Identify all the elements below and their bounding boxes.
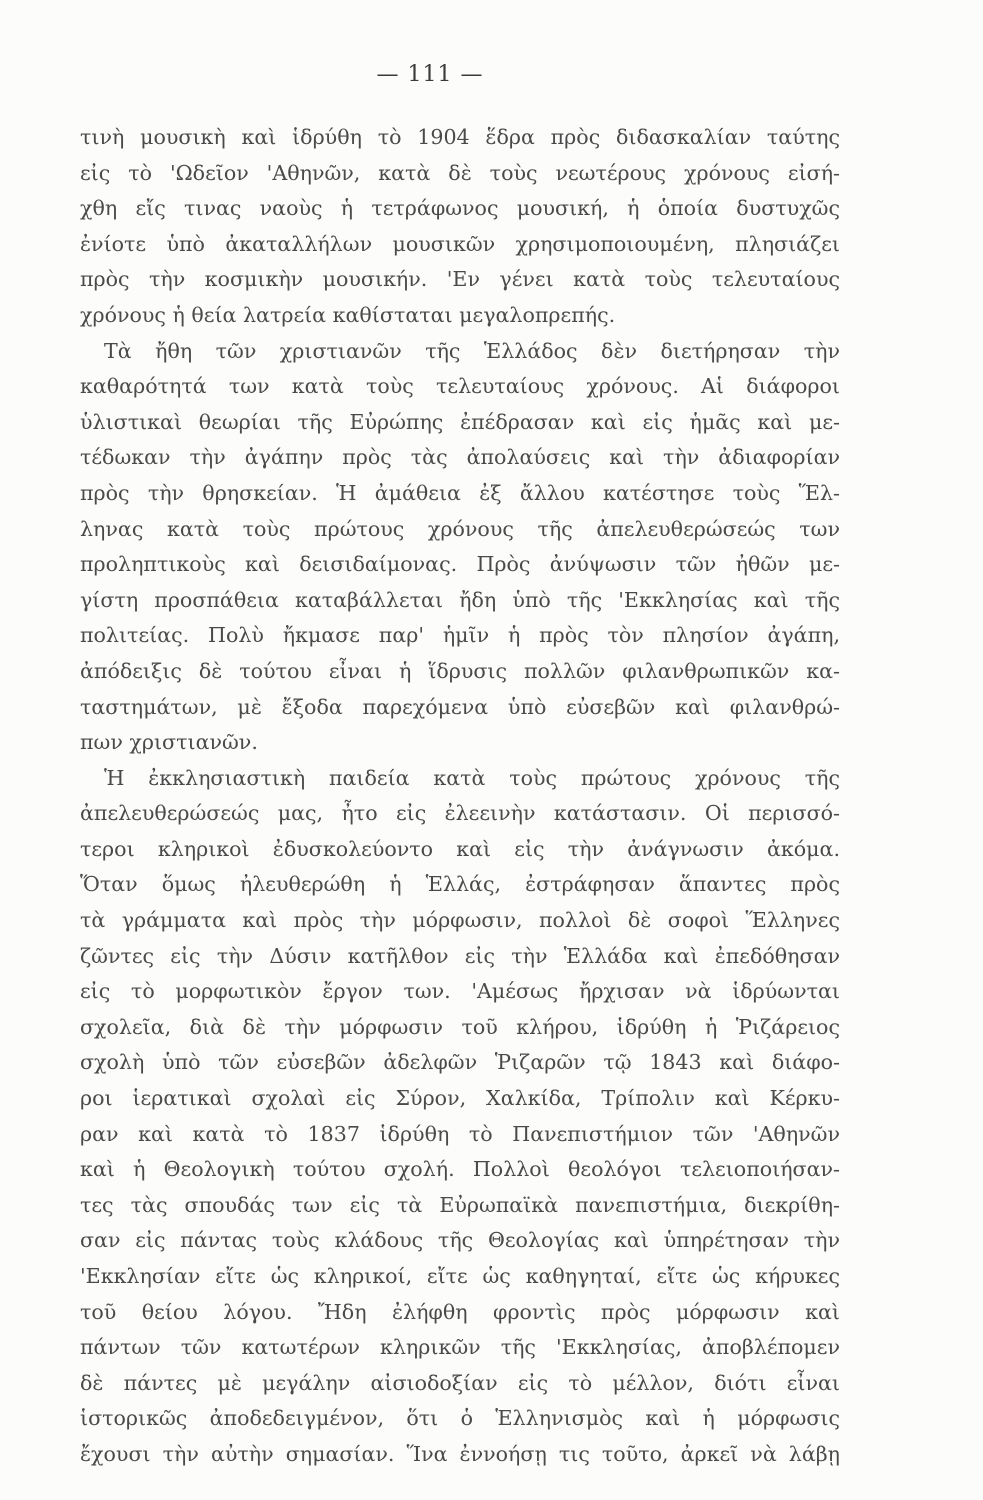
text-line: δὲ πάντες μὲ μεγάλην αἰσιοδοξίαν εἰς τὸ μέλλον, διότι εἶναι [80,1370,840,1395]
text-line: πρὸς τὴν κοσμικὴν μουσικήν. 'Εν γένει κατὰ τοὺς τελευταίους [80,267,840,292]
text-line: προληπτικοὺς καὶ δεισιδαίμονας. Πρὸς ἀνύψωσιν τῶν ἠθῶν με- [80,552,840,577]
text-line: εἰς τὸ μορφωτικὸν ἔργον των. 'Αμέσως ἤρχισαν νὰ ἱδρύωνται [80,979,840,1004]
text-line: πολιτείας. Πολὺ ἤκμασε παρ' ἡμῖν ἡ πρὸς τὸν πλησίον ἀγάπη, [80,623,840,648]
text-line: τεροι κληρικοὶ ἐδυσκολεύοντο καὶ εἰς τὴν ἀνάγνωσιν ἀκόμα. [80,836,840,861]
text-line: καὶ ἡ Θεολογικὴ τούτου σχολή. Πολλοὶ θεολόγοι τελειοποιήσαν- [80,1157,840,1182]
text-line: ἐνίοτε ὑπὸ ἀκαταλλήλων μουσικῶν χρησιμοποιουμένη, πλησιάζει [80,231,840,256]
text-line: πων χριστιανῶν. [80,730,258,755]
text-line: καθαρότητά των κατὰ τοὺς τελευταίους χρόνους. Αἱ διάφοροι [80,374,840,399]
text-line: τινὴ μουσικὴ καὶ ἱδρύθη τὸ 1904 ἕδρα πρὸς διδασκαλίαν ταύτης [80,125,840,149]
body-text [80,120,840,1473]
text-line: τες τὰς σπουδάς των εἰς τὰ Εὐρωπαϊκὰ πανεπιστήμια, διεκρίθη- [80,1192,840,1217]
text-line: σχολὴ ὑπὸ τῶν εὐσεβῶν ἀδελφῶν Ῥιζαρῶν τῷ 1843 καὶ διάφο- [80,1050,840,1075]
text-line: ἀπελευθερώσεώς μας, ἦτο εἰς ἐλεεινὴν κατάστασιν. Οἱ περισσό- [80,801,840,826]
text-line: ταστημάτων, μὲ ἔξοδα παρεχόμενα ὑπὸ εὐσεβῶν καὶ φιλανθρώ- [80,694,840,719]
text-line: Ὅταν ὅμως ἠλευθερώθη ἡ Ἑλλάς, ἐστράφησαν ἅπαντες πρὸς [80,872,840,897]
text-line: Τὰ ἤθη τῶν χριστιανῶν τῆς Ἑλλάδος δὲν διετήρησαν τὴν [104,338,840,363]
text-line: ζῶντες εἰς τὴν Δύσιν κατῆλθον εἰς τὴν Ἑλλάδα καὶ ἐπεδόθησαν [80,943,840,968]
text-line: πάντων τῶν κατωτέρων κληρικῶν τῆς 'Εκκλησίας, ἀποβλέπομεν [80,1335,840,1360]
text-line: ληνας κατὰ τοὺς πρώτους χρόνους τῆς ἀπελευθερώσεώς των [80,516,840,541]
text-line: σαν εἰς πάντας τοὺς κλάδους τῆς Θεολογίας καὶ ὑπηρέτησαν τὴν [80,1228,840,1253]
page-number: — 111 — [376,62,484,87]
text-line: 'Εκκλησίαν εἴτε ὡς κληρικοί, εἴτε ὡς καθηγηταί, εἴτε ὡς κήρυκες [80,1264,840,1288]
text-line: ὑλιστικαὶ θεωρίαι τῆς Εὐρώπης ἐπέδρασαν καὶ εἰς ἡμᾶς καὶ με- [80,409,840,434]
text-line: γίστη προσπάθεια καταβάλλεται ἤδη ὑπὸ τῆς 'Εκκλησίας καὶ τῆς [80,587,840,612]
text-line: τοῦ θείου λόγου. Ἤδη ἐλήφθη φροντὶς πρὸς μόρφωσιν καὶ [80,1299,840,1324]
text-line: ἔχουσι τὴν αὐτὴν σημασίαν. Ἵνα ἐννοήσῃ τις τοῦτο, ἀρκεῖ νὰ λάβῃ [80,1441,840,1466]
text-line: πρὸς τὴν θρησκείαν. Ἡ ἀμάθεια ἐξ ἄλλου κατέστησε τοὺς Ἕλ- [80,480,840,505]
text-line: χρόνους ἡ θεία λατρεία καθίσταται μεγαλοπρεπής. [80,302,616,327]
text-line: εἰς τὸ 'Ωδεῖον 'Αθηνῶν, κατὰ δὲ τοὺς νεωτέρους χρόνους εἰσή- [80,160,840,185]
text-line: ἀπόδειξις δὲ τούτου εἶναι ἡ ἵδρυσις πολλῶν φιλανθρωπικῶν κα- [80,658,840,683]
text-line: χθη εἴς τινας ναοὺς ἡ τετράφωνος μουσική, ἡ ὁποία δυστυχῶς [80,196,840,221]
text-line: Ἡ ἐκκλησιαστικὴ παιδεία κατὰ τοὺς πρώτους χρόνους τῆς [104,765,840,790]
text-line: τέδωκαν τὴν ἀγάπην πρὸς τὰς ἀπολαύσεις καὶ τὴν ἀδιαφορίαν [80,445,840,470]
text-line: ραν καὶ κατὰ τὸ 1837 ἱδρύθη τὸ Πανεπιστήμιον τῶν 'Αθηνῶν [80,1121,840,1146]
text-line: ροι ἱερατικαὶ σχολαὶ εἰς Σύρον, Χαλκίδα, Τρίπολιν καὶ Κέρκυ- [80,1086,840,1111]
text-line: σχολεῖα, διὰ δὲ τὴν μόρφωσιν τοῦ κλήρου, ἱδρύθη ἡ Ῥιζάρειος [80,1014,840,1039]
text-line: τὰ γράμματα καὶ πρὸς τὴν μόρφωσιν, πολλοὶ δὲ σοφοὶ Ἕλληνες [80,908,840,933]
text-line: ἱστορικῶς ἀποδεδειγμένον, ὅτι ὁ Ἑλληνισμὸς καὶ ἡ μόρφωσις [80,1406,840,1431]
